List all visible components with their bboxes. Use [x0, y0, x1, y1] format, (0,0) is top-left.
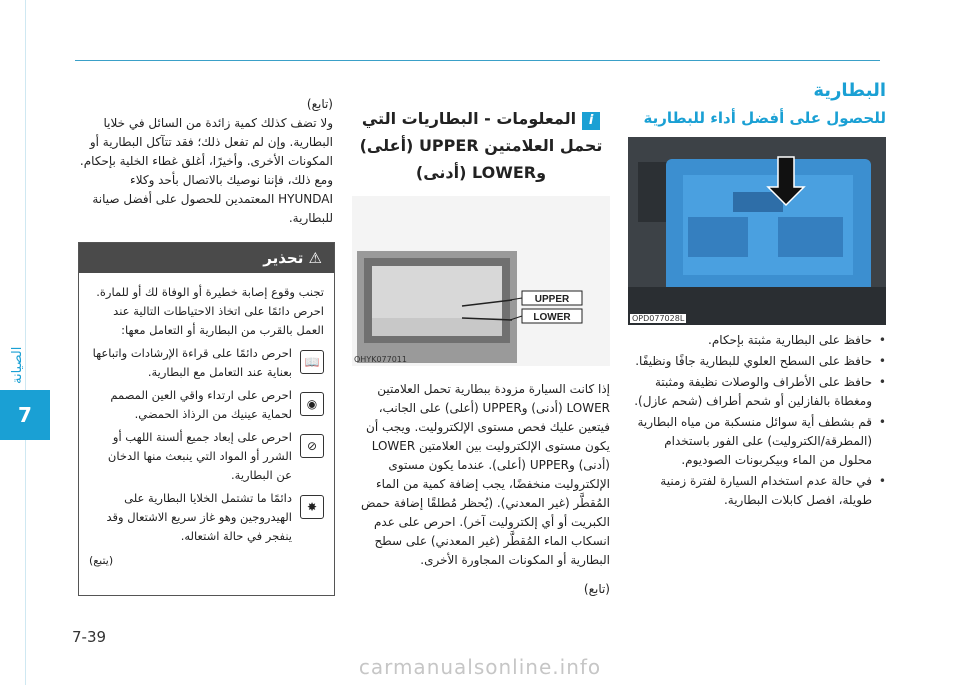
- chapter-label: الصيانة: [10, 346, 25, 384]
- section-subtitle: للحصول على أفضل أداء للبطارية: [643, 109, 886, 127]
- chapter-tab: [0, 0, 50, 685]
- warning-header: [79, 243, 334, 273]
- photo-code: OPD077028L: [632, 314, 685, 323]
- continued-section: [78, 95, 333, 596]
- goggles-icon: ◉: [300, 392, 324, 416]
- list-item: • حافظ على البطارية مثبتة بإحكام.: [628, 331, 886, 350]
- page-number: 7-39: [72, 628, 107, 646]
- warning-item-text: احرص دائمًا على قراءة الإرشادات واتباعها بعناية عند التعامل مع البطارية.: [92, 346, 292, 379]
- list-item: • في حالة عدم استخدام السيارة لفترة زمنية طويلة، افصل كابلات البطارية.: [628, 472, 886, 510]
- warning-item-text: احرص على ارتداء واقي العين المصمم لحماية عينيك من الرذاذ الحمضي.: [110, 388, 292, 421]
- list-item: • حافظ على السطح العلوي للبطارية جافًا ونظيفًا.: [628, 352, 886, 371]
- image-code: OHYK077011: [354, 355, 407, 364]
- section-title: البطارية: [813, 80, 886, 101]
- warning-box: [78, 242, 335, 596]
- upper-label: UPPER: [534, 294, 570, 305]
- continued-top: (تابع): [306, 97, 333, 111]
- book-icon: 📖: [300, 350, 324, 374]
- battery-level-image: [352, 196, 610, 366]
- header-rule: [75, 60, 880, 61]
- warning-item-text: احرص على إبعاد جميع ألسنة اللهب أو الشرر أو المواد التي ينبعث منها الدخان عن البطارية.: [107, 430, 292, 482]
- battery-section: [628, 80, 886, 522]
- chapter-number: 7: [0, 390, 50, 440]
- watermark: carmanualsonline.info: [358, 655, 602, 679]
- warning-icon: ⚠: [303, 249, 322, 267]
- info-icon: i: [582, 112, 600, 130]
- warning-item: [79, 384, 334, 426]
- info-section: [352, 105, 610, 596]
- info-body: إذا كانت السيارة مزودة ببطارية تحمل العلامتين LOWER (أدنى) وUPPER (أعلى) على الجانب، فيتعين عليك فحص مستوى الإلكتروليت. ويجب أن يكون مستوى الإلكتروليت بين العلامتين LOWER (أدنى) وUPPER (أعلى). عندما يكون مستوى الإلكتروليت منخفضًا، يجب إضافة كمية من الماء المُقطَّر (غير المعدني). (يُحظر مُطلقًا إضافة حمض الكبريت أو أي إلكتروليت آخر). احرص على عدم انسكاب الماء المُقطَّر (غير المعدني) على سطح البطارية أو المكونات المجاورة الأخرى.: [360, 382, 610, 567]
- left-body: ولا تضف كذلك كمية زائدة من السائل في خلايا البطارية. وإن لم تفعل ذلك؛ فقد تتآكل البطارية أو المكونات الأخرى. وأخيرًا، أغلق غطاء الخلية بإحكام. ومع ذلك، فإننا نوصيك بالاتصال بأحد وكلاء HYUNDAI المعتمدين للحصول على أفضل صيانة للبطارية.: [79, 116, 333, 225]
- warning-item-text: دائمًا ما تشتمل الخلايا البطارية على الهيدروجين وهو غاز سريع الاشتعال وقد ينفجر في حالة اشتعاله.: [106, 491, 292, 543]
- warning-intro: تجنب وقوع إصابة خطيرة أو الوفاة لك أو للمارة. احرص دائمًا على اتخاذ الاحتياطات التالية عند العمل بالقرب من البطارية أو التعامل معها:: [96, 285, 324, 337]
- continued-label: (تابع): [583, 582, 610, 596]
- warning-item: [79, 426, 334, 487]
- battery-illustration: [628, 137, 886, 325]
- warning-title: تحذير: [263, 249, 304, 267]
- list-item: • قم بشطف أية سوائل منسكبة من مياه البطارية (المطرقة/الكتروليت) على الفور باستخدام محلول من الماء وبيكربونات الصوديوم.: [628, 413, 886, 470]
- warning-item: [79, 342, 334, 384]
- warning-continued: (يتبع): [89, 554, 114, 567]
- battery-tips: [628, 331, 886, 510]
- warning-item: [79, 487, 334, 548]
- info-title: [352, 105, 610, 186]
- explosion-icon: ✸: [300, 495, 324, 519]
- battery-photo: [628, 137, 886, 325]
- info-title-text: المعلومات - البطاريات التي تحمل العلامتين UPPER (أعلى) وLOWER (أدنى): [359, 109, 603, 182]
- no-flame-icon: ⊘: [300, 434, 324, 458]
- list-item: • حافظ على الأطراف والوصلات نظيفة ومثبتة ومغطاة بالفازلين أو شحم أطراف (شحم عازل).: [628, 373, 886, 411]
- lower-label: LOWER: [533, 312, 571, 323]
- battery-level-illustration: [352, 196, 610, 366]
